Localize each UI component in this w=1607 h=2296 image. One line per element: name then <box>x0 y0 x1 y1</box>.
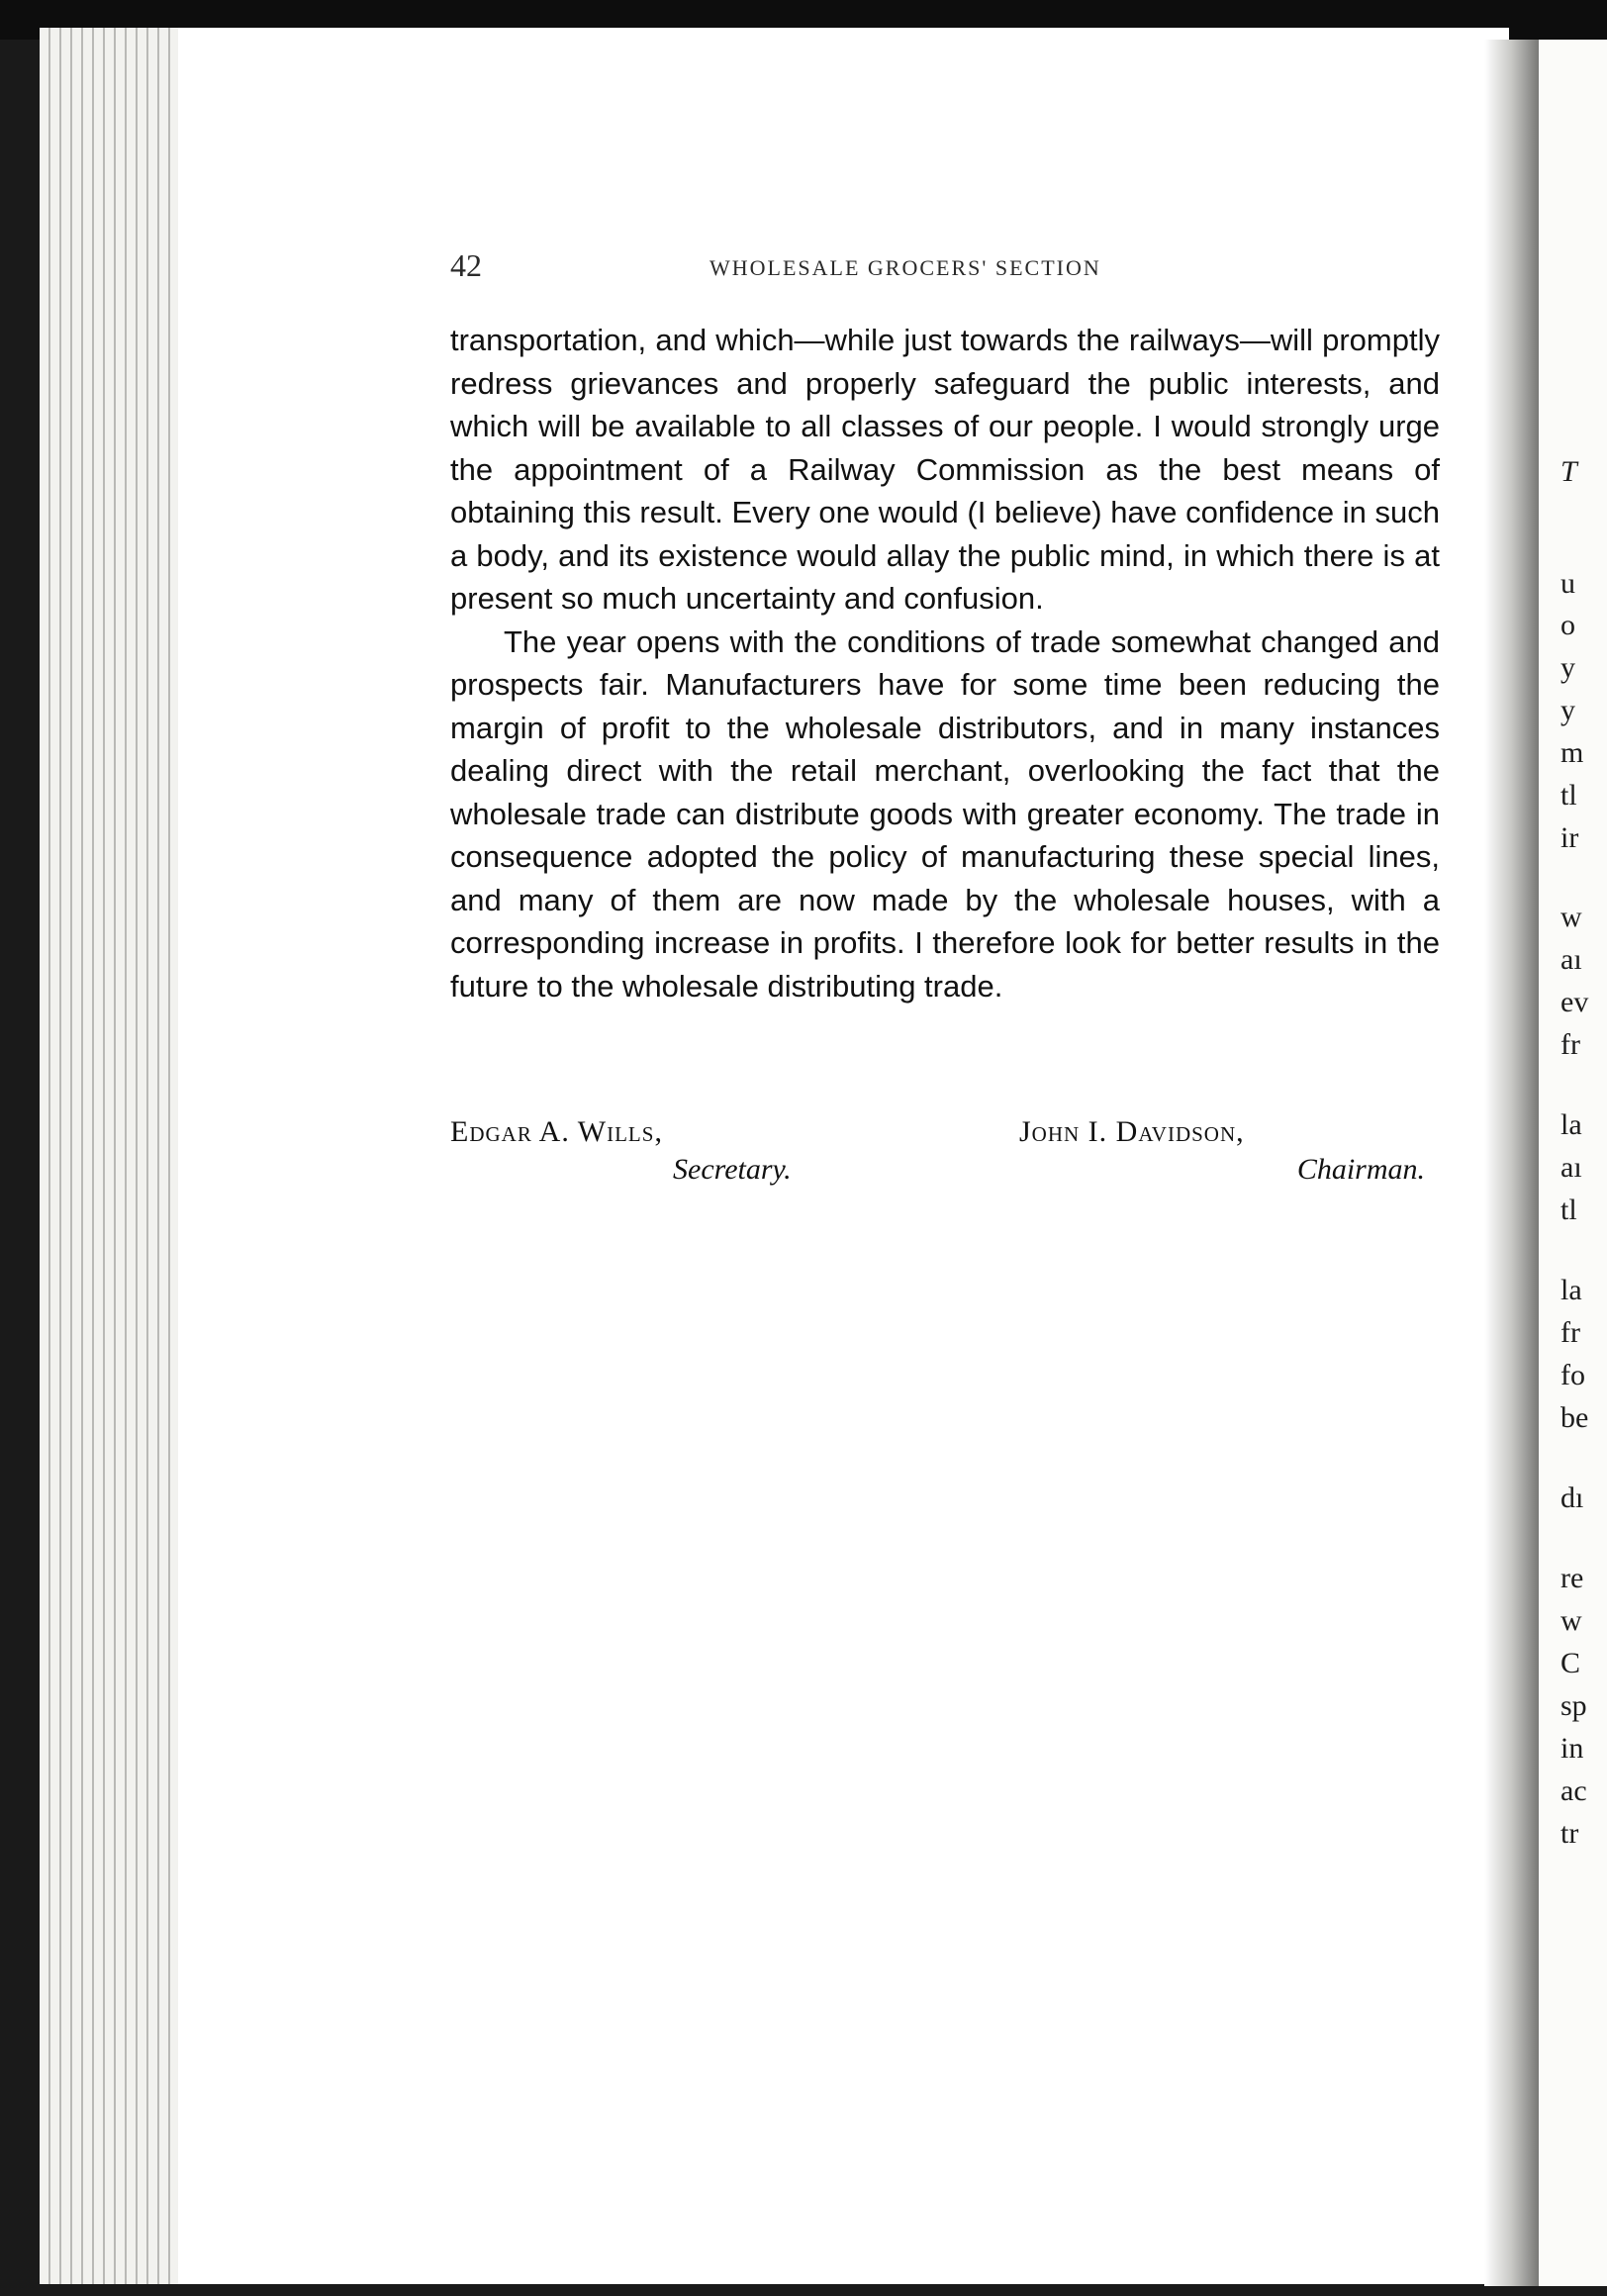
chairman-name: John I. Davidson, <box>1019 1115 1245 1148</box>
signature-chairman <box>1019 1115 1425 1187</box>
facing-fragment: aı <box>1560 1151 1582 1184</box>
facing-fragment: tr <box>1560 1817 1579 1850</box>
facing-fragment: aı <box>1560 943 1582 976</box>
facing-fragment: o <box>1560 609 1575 641</box>
facing-fragment: ev <box>1560 986 1589 1018</box>
secretary-name: Edgar A. Wills, <box>450 1115 663 1148</box>
chairman-title: Chairman. <box>1296 1153 1425 1186</box>
facing-fragment: tl <box>1560 779 1577 812</box>
facing-fragment: y <box>1560 651 1575 684</box>
body-text <box>450 319 1440 1007</box>
facing-fragment: fr <box>1560 1316 1580 1349</box>
facing-fragment: dı <box>1560 1482 1584 1514</box>
facing-fragment: fr <box>1560 1028 1580 1061</box>
facing-fragment: T <box>1560 455 1577 488</box>
paragraph-2: The year opens with the conditions of trade somewhat changed and prospects fair. Manufacturers have for some time been reducing the margin of profit to the wholesale distributors, and in many instances dealing direct with the retail merchant, overlooking the fact that the wholesale trade can distribute goods with greater economy. The trade in consequence adopted the policy of manufacturing these special lines, and many of them are now made by the wholesale houses, with a corresponding increase in profits. I therefore look for better results in the future to the wholesale distributing trade. <box>450 623 1440 1004</box>
facing-fragment: sp <box>1560 1689 1587 1722</box>
signature-secretary <box>450 1115 866 1187</box>
facing-fragment: ir <box>1560 821 1579 854</box>
facing-fragment: la <box>1560 1108 1582 1141</box>
gutter-shadow <box>1484 40 1544 2286</box>
facing-fragment: tl <box>1560 1194 1577 1226</box>
facing-fragment: u <box>1560 567 1575 600</box>
facing-fragment: be <box>1560 1401 1589 1434</box>
facing-fragment: re <box>1560 1562 1584 1594</box>
page-number: 42 <box>450 247 482 283</box>
running-head-title: WHOLESALE GROCERS' SECTION <box>709 255 1101 280</box>
facing-fragment: C <box>1560 1647 1581 1679</box>
paragraph-1: transportation, and which—while just towards the railways—will promptly redress grievances and properly safeguard the public interests, and which will be available to all classes of our people. I would strongly urge the appointment of a Railway Commission as the best means of obtaining this result. Every one would (I believe) have confidence in such a body, and its existence would allay the public mind, in which there is at present so much uncertainty and confusion. <box>450 323 1440 616</box>
secretary-title: Secretary. <box>673 1153 792 1186</box>
facing-fragment: y <box>1560 694 1575 726</box>
facing-fragment: w <box>1560 1604 1582 1637</box>
facing-fragment: m <box>1560 736 1584 769</box>
facing-page-edge <box>1539 40 1607 2286</box>
facing-fragment: w <box>1560 901 1582 933</box>
facing-fragment: ac <box>1560 1774 1587 1807</box>
facing-fragment: fo <box>1560 1359 1585 1391</box>
facing-fragment: in <box>1560 1732 1584 1765</box>
facing-fragment: la <box>1560 1274 1582 1306</box>
